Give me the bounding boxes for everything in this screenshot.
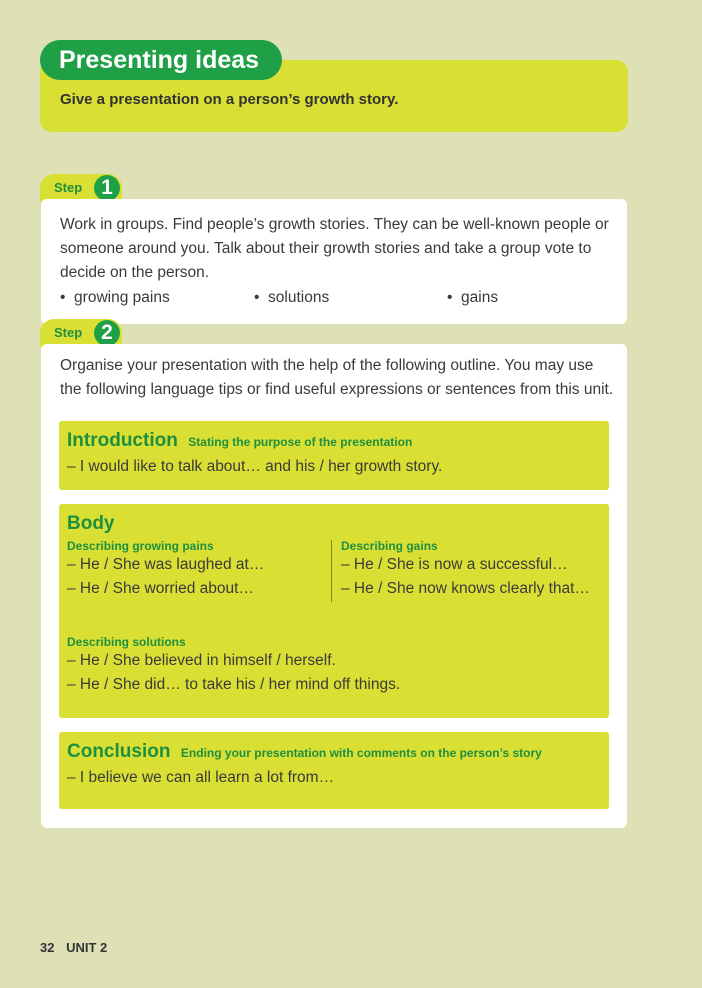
step-1-text-line: someone around you. Talk about their growth stories and take a group vote to [60,240,592,257]
introduction-heading: Introduction [67,430,178,451]
step-1-tab [40,174,122,202]
step-1-text-line: Work in groups. Find people’s growth stories. They can be well-known people or [60,216,609,233]
step-1-label: Step [54,180,83,195]
step-2-number: 2 [94,320,120,346]
pains-column [67,539,264,601]
page-title: Presenting ideas [40,40,282,80]
page-number: 32 [40,940,55,955]
step-1-card [41,199,627,324]
introduction-note: Stating the purpose of the presentation [188,435,413,449]
page-subtitle: Give a presentation on a person’s growth story. [60,91,399,108]
solutions-title: Describing solutions [67,635,186,649]
step-2-text-line: Organise your presentation with the help of the following outline. You may use [60,357,594,374]
unit-label: UNIT 2 [66,940,108,955]
bullet-item: • solutions [254,289,330,306]
step-2-label: Step [54,325,83,340]
conclusion-heading: Conclusion [67,741,171,762]
gains-column [341,539,590,601]
solutions-line: – He / She did… to take his / her mind off things. [67,676,401,693]
gains-title: Describing gains [341,539,438,553]
gains-line: – He / She is now a successful… [341,556,568,573]
pains-line: – He / She worried about… [67,580,254,597]
step-2-tab [40,319,122,347]
page-footer [40,940,107,955]
solutions-column [67,635,400,697]
solutions-line: – He / She believed in himself / herself. [67,652,336,669]
body-box [59,504,609,718]
step-2-card [41,344,627,828]
conclusion-note: Ending your presentation with comments on the person’s story [180,746,542,760]
bullet-item: • growing pains [60,289,170,306]
step-1-number: 1 [94,175,120,201]
pains-title: Describing growing pains [67,539,214,553]
step-1-bullet-list [60,286,627,310]
conclusion-line: – I believe we can all learn a lot from… [67,769,335,786]
introduction-line: – I would like to talk about… and his / her growth story. [67,458,443,475]
body-heading: Body [67,513,115,534]
conclusion-box [59,732,609,809]
gains-line: – He / She now knows clearly that… [341,580,590,597]
pains-line: – He / She was laughed at… [67,556,265,573]
bullet-item: • gains [447,289,499,306]
step-2-text-line: the following language tips or find useful expressions or sentences from this unit. [60,381,614,398]
step-1-text-line: decide on the person. [60,264,210,281]
introduction-box [59,421,609,490]
column-divider [331,540,332,602]
